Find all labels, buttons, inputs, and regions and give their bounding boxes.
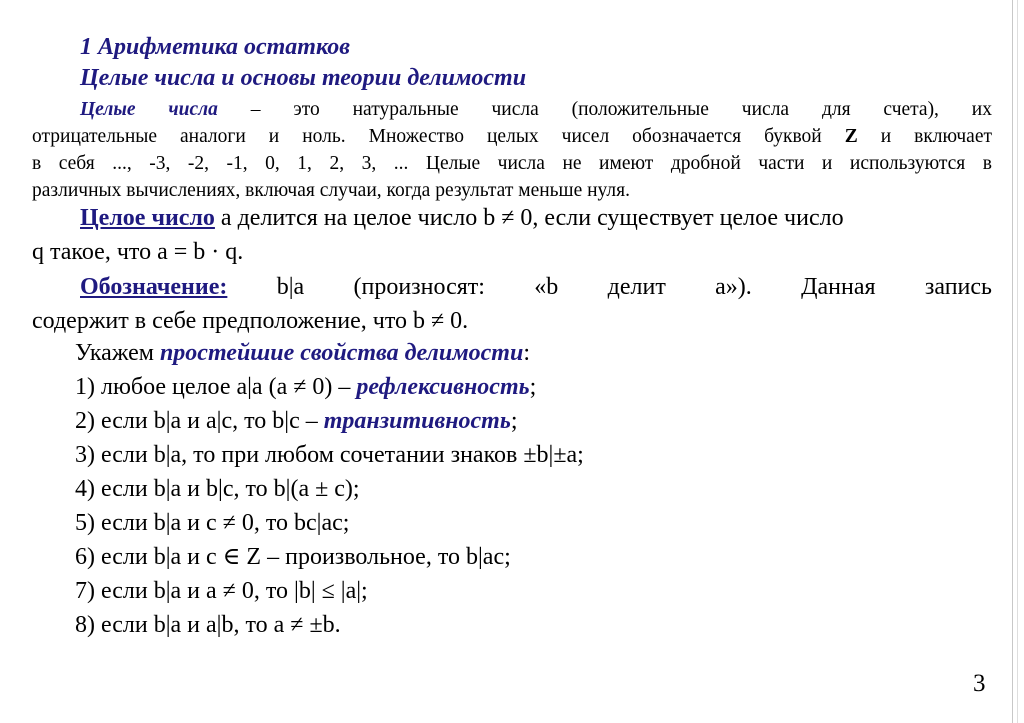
property-text: 2) если b|a и a|c, то b|c –	[75, 408, 324, 434]
intro-line: в себя ..., -3, -2, -1, 0, 1, 2, 3, ... Целые числа не имеют дробной части и используются в	[32, 153, 992, 174]
notation-paragraph	[32, 270, 992, 338]
property-tail: ;	[529, 374, 537, 400]
integer-set-symbol: Z	[844, 126, 858, 147]
property-item: 4) если b|a и b|c, то b|(a ± c);	[75, 476, 360, 502]
property-item: 7) если b|a и a ≠ 0, то |b| ≤ |a|;	[75, 578, 368, 604]
intro-line: различных вычислениях, включая случаи, когда результат меньше нуля.	[32, 180, 631, 201]
intro-text: – это натуральные числа (положительные числа для счета), их	[217, 99, 992, 120]
definition-text: a делится на целое число b ≠ 0, если существует целое число	[214, 205, 844, 231]
intro-line	[32, 123, 992, 150]
intro-text: и включает	[857, 126, 993, 147]
properties-term: простейшие свойства делимости	[159, 340, 524, 366]
section-heading: 1 Арифметика остатков	[80, 34, 350, 60]
property-item	[75, 404, 518, 438]
notation-text: b|a (произносят: «b делит a»). Данная запись	[227, 274, 992, 300]
property-item: 3) если b|a, то при любом сочетании знаков ±b|±a;	[75, 442, 584, 468]
property-item: 5) если b|a и c ≠ 0, то bc|ac;	[75, 510, 350, 536]
intro-term: Целые числа	[80, 99, 218, 120]
properties-intro-text: :	[523, 340, 530, 366]
definition-line: q такое, что a = b · q.	[32, 239, 244, 265]
page-edge-line	[1017, 0, 1018, 723]
properties-intro-text: Укажем	[75, 340, 160, 366]
definition-line	[32, 201, 992, 235]
page-number: 3	[973, 670, 986, 697]
property-item: 8) если b|a и a|b, то a ≠ ±b.	[75, 612, 341, 638]
definition-paragraph	[32, 201, 992, 269]
subsection-heading: Целые числа и основы теории делимости	[80, 65, 527, 91]
page-edge-line	[1012, 0, 1013, 723]
intro-line	[32, 96, 992, 123]
notation-line	[32, 270, 992, 304]
property-term: транзитивность	[323, 408, 511, 434]
definition-term: Целое число	[80, 205, 215, 231]
notation-label: Обозначение:	[80, 274, 228, 300]
property-text: 1) любое целое a|a (a ≠ 0) –	[75, 374, 357, 400]
property-term: рефлексивность	[356, 374, 530, 400]
notation-line: содержит в себе предположение, что b ≠ 0.	[32, 308, 469, 334]
property-tail: ;	[510, 408, 518, 434]
intro-text: отрицательные аналоги и ноль. Множество целых чисел обозначается буквой	[32, 126, 845, 147]
properties-intro	[75, 336, 530, 370]
property-item: 6) если b|a и c ∈ Z – произвольное, то b|ac;	[75, 544, 511, 570]
property-item	[75, 370, 536, 404]
intro-paragraph	[32, 96, 992, 204]
